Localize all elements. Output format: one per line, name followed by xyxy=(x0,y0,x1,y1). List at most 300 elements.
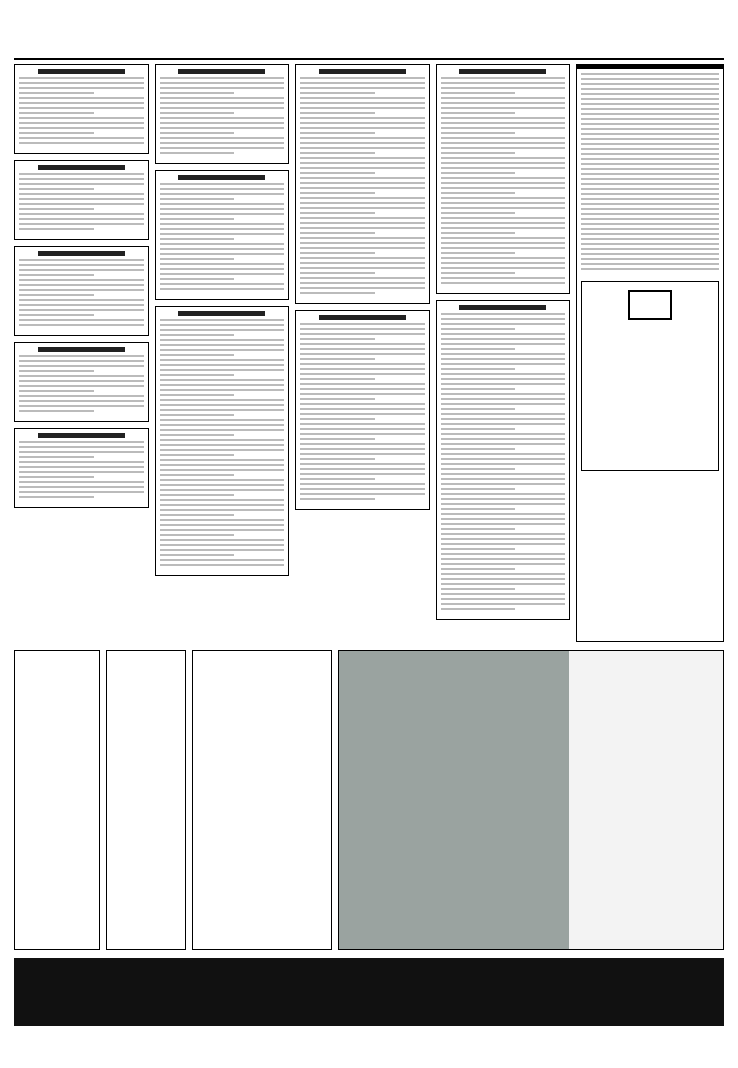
text-line-placeholder xyxy=(441,97,566,99)
text-line-placeholder xyxy=(160,203,285,205)
text-line-placeholder xyxy=(300,227,425,229)
text-line-placeholder xyxy=(160,494,235,496)
text-line-placeholder xyxy=(441,313,566,315)
text-line-placeholder xyxy=(581,203,719,205)
text-line-placeholder xyxy=(441,543,566,545)
notice-heading-placeholder xyxy=(38,69,125,74)
text-line-placeholder xyxy=(581,178,719,180)
text-line-placeholder xyxy=(300,483,425,485)
envelope-icon xyxy=(628,290,672,320)
text-line-placeholder xyxy=(300,152,375,154)
text-line-placeholder xyxy=(160,102,285,104)
text-line-placeholder xyxy=(300,287,425,289)
text-line-placeholder xyxy=(160,564,285,566)
text-line-placeholder xyxy=(581,198,719,200)
text-line-placeholder xyxy=(160,439,285,441)
text-line-placeholder xyxy=(19,481,144,483)
notice-heading-placeholder xyxy=(319,315,406,320)
text-line-placeholder xyxy=(19,178,144,180)
text-line-placeholder xyxy=(160,369,285,371)
text-line-placeholder xyxy=(441,217,566,219)
text-line-placeholder xyxy=(19,410,94,412)
text-line-placeholder xyxy=(441,563,566,565)
text-line-placeholder xyxy=(160,87,285,89)
notice-grid xyxy=(14,64,570,642)
text-line-placeholder xyxy=(441,503,566,505)
text-line-placeholder xyxy=(581,73,719,75)
notice-column xyxy=(155,64,290,642)
text-line-placeholder xyxy=(581,158,719,160)
text-line-placeholder xyxy=(441,383,566,385)
text-line-placeholder xyxy=(300,217,425,219)
text-line-placeholder xyxy=(441,398,566,400)
text-line-placeholder xyxy=(300,473,425,475)
text-line-placeholder xyxy=(581,213,719,215)
text-line-placeholder xyxy=(441,538,566,540)
text-line-placeholder xyxy=(19,360,144,362)
text-line-placeholder xyxy=(581,128,719,130)
text-line-placeholder xyxy=(441,573,566,575)
text-line-placeholder xyxy=(300,212,375,214)
text-line-placeholder xyxy=(300,438,375,440)
text-line-placeholder xyxy=(441,182,566,184)
text-line-placeholder xyxy=(441,318,566,320)
text-line-placeholder xyxy=(441,82,566,84)
text-line-placeholder xyxy=(300,167,425,169)
text-line-placeholder xyxy=(300,348,425,350)
notice-box xyxy=(436,64,571,294)
text-line-placeholder xyxy=(300,463,425,465)
text-line-placeholder xyxy=(160,142,285,144)
text-line-placeholder xyxy=(19,304,144,306)
text-line-placeholder xyxy=(160,529,285,531)
text-line-placeholder xyxy=(441,368,516,370)
text-line-placeholder xyxy=(300,92,375,94)
text-line-placeholder xyxy=(581,188,719,190)
text-line-placeholder xyxy=(19,112,94,114)
text-line-placeholder xyxy=(160,474,235,476)
text-line-placeholder xyxy=(441,393,566,395)
text-line-placeholder xyxy=(160,379,285,381)
text-line-placeholder xyxy=(441,338,566,340)
text-line-placeholder xyxy=(160,77,285,79)
text-line-placeholder xyxy=(441,222,566,224)
text-line-placeholder xyxy=(160,509,285,511)
text-line-placeholder xyxy=(160,534,235,536)
text-line-placeholder xyxy=(19,405,144,407)
text-line-placeholder xyxy=(441,323,566,325)
text-line-placeholder xyxy=(441,282,566,284)
text-line-placeholder xyxy=(160,354,235,356)
text-line-placeholder xyxy=(19,309,144,311)
text-line-placeholder xyxy=(441,468,516,470)
text-line-placeholder xyxy=(300,398,375,400)
notice-box xyxy=(155,306,290,576)
text-line-placeholder xyxy=(160,524,285,526)
text-line-placeholder xyxy=(581,98,719,100)
text-line-placeholder xyxy=(300,493,425,495)
notice-box xyxy=(14,246,149,336)
text-line-placeholder xyxy=(441,493,566,495)
text-line-placeholder xyxy=(441,187,566,189)
text-line-placeholder xyxy=(441,167,566,169)
text-line-placeholder xyxy=(441,593,566,595)
text-line-placeholder xyxy=(160,499,285,501)
text-line-placeholder xyxy=(19,451,144,453)
text-line-placeholder xyxy=(300,142,425,144)
text-line-placeholder xyxy=(160,147,285,149)
text-line-placeholder xyxy=(300,117,425,119)
text-line-placeholder xyxy=(300,368,425,370)
text-line-placeholder xyxy=(581,168,719,170)
text-line-placeholder xyxy=(160,479,285,481)
text-line-placeholder xyxy=(300,363,425,365)
text-line-placeholder xyxy=(300,242,425,244)
text-line-placeholder xyxy=(441,272,516,274)
text-line-placeholder xyxy=(160,218,235,220)
text-line-placeholder xyxy=(441,197,566,199)
text-line-placeholder xyxy=(300,232,375,234)
advertisement-area xyxy=(14,650,724,950)
display-ad-text-panel xyxy=(569,651,723,949)
text-line-placeholder xyxy=(441,548,516,550)
text-line-placeholder xyxy=(300,107,425,109)
notice-box xyxy=(14,64,149,154)
text-line-placeholder xyxy=(441,458,566,460)
text-line-placeholder xyxy=(441,142,566,144)
notice-heading-placeholder xyxy=(178,175,265,180)
text-line-placeholder xyxy=(441,588,516,590)
text-line-placeholder xyxy=(441,438,566,440)
text-line-placeholder xyxy=(581,268,719,270)
text-line-placeholder xyxy=(581,263,719,265)
text-line-placeholder xyxy=(300,82,425,84)
text-line-placeholder xyxy=(300,388,425,390)
text-line-placeholder xyxy=(19,476,94,478)
text-line-placeholder xyxy=(300,403,425,405)
notice-heading-placeholder xyxy=(38,251,125,256)
text-line-placeholder xyxy=(441,518,566,520)
text-line-placeholder xyxy=(441,418,566,420)
text-line-placeholder xyxy=(441,433,566,435)
notice-column xyxy=(295,64,430,642)
notice-heading-placeholder xyxy=(178,69,265,74)
text-line-placeholder xyxy=(441,207,566,209)
text-line-placeholder xyxy=(441,403,566,405)
notice-column xyxy=(436,64,571,642)
text-line-placeholder xyxy=(300,187,425,189)
text-line-placeholder xyxy=(160,424,285,426)
text-line-placeholder xyxy=(581,163,719,165)
text-line-placeholder xyxy=(19,324,144,326)
text-line-placeholder xyxy=(160,394,235,396)
text-line-placeholder xyxy=(19,183,144,185)
text-line-placeholder xyxy=(19,319,144,321)
text-line-placeholder xyxy=(19,299,144,301)
text-line-placeholder xyxy=(160,253,285,255)
text-line-placeholder xyxy=(441,252,516,254)
text-line-placeholder xyxy=(160,469,285,471)
text-line-placeholder xyxy=(160,339,285,341)
text-line-placeholder xyxy=(160,233,285,235)
text-line-placeholder xyxy=(160,268,285,270)
text-line-placeholder xyxy=(441,533,566,535)
text-line-placeholder xyxy=(160,539,285,541)
text-line-placeholder xyxy=(441,453,566,455)
text-line-placeholder xyxy=(19,198,144,200)
text-line-placeholder xyxy=(300,292,375,294)
text-line-placeholder xyxy=(300,127,425,129)
text-line-placeholder xyxy=(441,87,566,89)
notice-column xyxy=(14,64,149,642)
text-line-placeholder xyxy=(160,213,285,215)
text-line-placeholder xyxy=(160,449,285,451)
text-line-placeholder xyxy=(300,413,425,415)
text-line-placeholder xyxy=(19,173,144,175)
text-line-placeholder xyxy=(300,197,425,199)
text-line-placeholder xyxy=(300,328,425,330)
text-line-placeholder xyxy=(160,283,285,285)
text-line-placeholder xyxy=(441,523,566,525)
text-line-placeholder xyxy=(19,471,144,473)
text-line-placeholder xyxy=(160,107,285,109)
text-line-placeholder xyxy=(19,218,144,220)
text-line-placeholder xyxy=(160,193,285,195)
text-line-placeholder xyxy=(581,173,719,175)
text-line-placeholder xyxy=(19,188,94,190)
text-line-placeholder xyxy=(441,242,566,244)
text-line-placeholder xyxy=(160,334,235,336)
text-line-placeholder xyxy=(19,223,144,225)
text-line-placeholder xyxy=(441,473,566,475)
text-line-placeholder xyxy=(19,264,144,266)
text-line-placeholder xyxy=(160,444,285,446)
text-line-placeholder xyxy=(160,384,285,386)
text-line-placeholder xyxy=(581,88,719,90)
text-line-placeholder xyxy=(300,272,375,274)
text-line-placeholder xyxy=(300,172,375,174)
text-line-placeholder xyxy=(19,355,144,357)
text-line-placeholder xyxy=(160,459,285,461)
text-line-placeholder xyxy=(160,278,235,280)
text-line-placeholder xyxy=(441,162,566,164)
notice-heading-placeholder xyxy=(178,311,265,316)
text-line-placeholder xyxy=(160,238,235,240)
text-line-placeholder xyxy=(19,395,144,397)
text-line-placeholder xyxy=(581,148,719,150)
text-line-placeholder xyxy=(441,463,566,465)
text-line-placeholder xyxy=(581,228,719,230)
text-line-placeholder xyxy=(160,324,285,326)
text-line-placeholder xyxy=(441,107,566,109)
text-line-placeholder xyxy=(441,132,516,134)
text-line-placeholder xyxy=(441,212,516,214)
text-line-placeholder xyxy=(300,102,425,104)
display-ad xyxy=(338,650,724,950)
text-line-placeholder xyxy=(19,203,144,205)
text-line-placeholder xyxy=(19,279,144,281)
text-line-placeholder xyxy=(441,488,516,490)
text-line-placeholder xyxy=(160,544,285,546)
text-line-placeholder xyxy=(300,448,425,450)
text-line-placeholder xyxy=(581,238,719,240)
text-line-placeholder xyxy=(160,258,235,260)
text-line-placeholder xyxy=(160,429,285,431)
text-line-placeholder xyxy=(300,408,425,410)
text-line-placeholder xyxy=(300,192,375,194)
text-line-placeholder xyxy=(19,375,144,377)
text-line-placeholder xyxy=(300,182,425,184)
text-line-placeholder xyxy=(300,383,425,385)
text-line-placeholder xyxy=(160,223,285,225)
notice-heading-placeholder xyxy=(38,165,125,170)
text-line-placeholder xyxy=(300,122,425,124)
death-notices-sidebar xyxy=(576,64,724,642)
text-line-placeholder xyxy=(160,409,285,411)
text-line-placeholder xyxy=(19,102,144,104)
text-line-placeholder xyxy=(160,243,285,245)
text-line-placeholder xyxy=(441,553,566,555)
text-line-placeholder xyxy=(300,458,375,460)
text-line-placeholder xyxy=(581,78,719,80)
text-line-placeholder xyxy=(300,267,425,269)
text-line-placeholder xyxy=(441,423,566,425)
text-line-placeholder xyxy=(441,558,566,560)
text-line-placeholder xyxy=(160,273,285,275)
text-line-placeholder xyxy=(160,514,235,516)
text-line-placeholder xyxy=(160,554,235,556)
text-line-placeholder xyxy=(441,328,516,330)
text-line-placeholder xyxy=(441,583,566,585)
notice-box xyxy=(295,310,430,510)
text-line-placeholder xyxy=(300,428,425,430)
text-line-placeholder xyxy=(300,137,425,139)
small-ad xyxy=(192,650,332,950)
text-line-placeholder xyxy=(160,288,285,290)
text-line-placeholder xyxy=(581,83,719,85)
text-line-placeholder xyxy=(19,314,94,316)
text-line-placeholder xyxy=(19,446,144,448)
text-line-placeholder xyxy=(19,259,144,261)
text-line-placeholder xyxy=(441,257,566,259)
text-line-placeholder xyxy=(160,399,285,401)
text-line-placeholder xyxy=(441,192,516,194)
text-line-placeholder xyxy=(160,329,285,331)
text-line-placeholder xyxy=(300,488,425,490)
text-line-placeholder xyxy=(19,390,94,392)
text-line-placeholder xyxy=(160,464,285,466)
text-line-placeholder xyxy=(160,137,285,139)
text-line-placeholder xyxy=(300,333,425,335)
classifieds-column xyxy=(106,650,186,950)
text-line-placeholder xyxy=(19,496,94,498)
text-line-placeholder xyxy=(441,277,566,279)
text-line-placeholder xyxy=(581,248,719,250)
text-line-placeholder xyxy=(160,82,285,84)
notice-box xyxy=(14,160,149,240)
text-line-placeholder xyxy=(581,113,719,115)
text-line-placeholder xyxy=(441,353,566,355)
text-line-placeholder xyxy=(19,385,144,387)
text-line-placeholder xyxy=(300,498,375,500)
text-line-placeholder xyxy=(441,528,516,530)
notice-heading-placeholder xyxy=(38,347,125,352)
submission-box xyxy=(581,281,719,471)
text-line-placeholder xyxy=(300,202,425,204)
text-line-placeholder xyxy=(160,484,285,486)
text-line-placeholder xyxy=(19,107,144,109)
text-line-placeholder xyxy=(581,103,719,105)
text-line-placeholder xyxy=(160,208,285,210)
text-line-placeholder xyxy=(300,353,425,355)
text-line-placeholder xyxy=(160,228,285,230)
text-line-placeholder xyxy=(160,344,285,346)
text-line-placeholder xyxy=(19,137,144,139)
text-line-placeholder xyxy=(160,97,285,99)
text-line-placeholder xyxy=(300,418,375,420)
text-line-placeholder xyxy=(19,228,94,230)
text-line-placeholder xyxy=(300,277,425,279)
text-line-placeholder xyxy=(581,193,719,195)
text-line-placeholder xyxy=(581,123,719,125)
text-line-placeholder xyxy=(300,177,425,179)
text-line-placeholder xyxy=(441,448,516,450)
text-line-placeholder xyxy=(19,77,144,79)
text-line-placeholder xyxy=(160,404,285,406)
text-line-placeholder xyxy=(441,152,516,154)
masthead xyxy=(14,44,724,60)
text-line-placeholder xyxy=(160,92,235,94)
text-line-placeholder xyxy=(19,461,144,463)
text-line-placeholder xyxy=(581,153,719,155)
text-line-placeholder xyxy=(160,559,285,561)
text-line-placeholder xyxy=(300,97,425,99)
text-line-placeholder xyxy=(441,508,516,510)
text-line-placeholder xyxy=(300,282,425,284)
text-line-placeholder xyxy=(300,162,425,164)
text-line-placeholder xyxy=(19,132,94,134)
text-line-placeholder xyxy=(441,333,566,335)
text-line-placeholder xyxy=(441,408,516,410)
text-line-placeholder xyxy=(441,232,516,234)
text-line-placeholder xyxy=(441,348,516,350)
text-line-placeholder xyxy=(581,108,719,110)
text-line-placeholder xyxy=(300,373,425,375)
text-line-placeholder xyxy=(19,294,94,296)
text-line-placeholder xyxy=(300,112,375,114)
notice-box xyxy=(155,64,290,164)
text-line-placeholder xyxy=(581,118,719,120)
text-line-placeholder xyxy=(300,358,375,360)
text-line-placeholder xyxy=(19,365,144,367)
text-line-placeholder xyxy=(19,486,144,488)
text-line-placeholder xyxy=(19,441,144,443)
text-line-placeholder xyxy=(300,262,425,264)
text-line-placeholder xyxy=(160,374,235,376)
text-line-placeholder xyxy=(581,133,719,135)
text-line-placeholder xyxy=(160,263,285,265)
text-line-placeholder xyxy=(19,97,144,99)
text-line-placeholder xyxy=(581,258,719,260)
text-line-placeholder xyxy=(441,443,566,445)
text-line-placeholder xyxy=(160,122,285,124)
text-line-placeholder xyxy=(19,400,144,402)
text-line-placeholder xyxy=(160,389,285,391)
notice-heading-placeholder xyxy=(38,433,125,438)
text-line-placeholder xyxy=(300,222,425,224)
text-line-placeholder xyxy=(441,568,516,570)
text-line-placeholder xyxy=(581,223,719,225)
